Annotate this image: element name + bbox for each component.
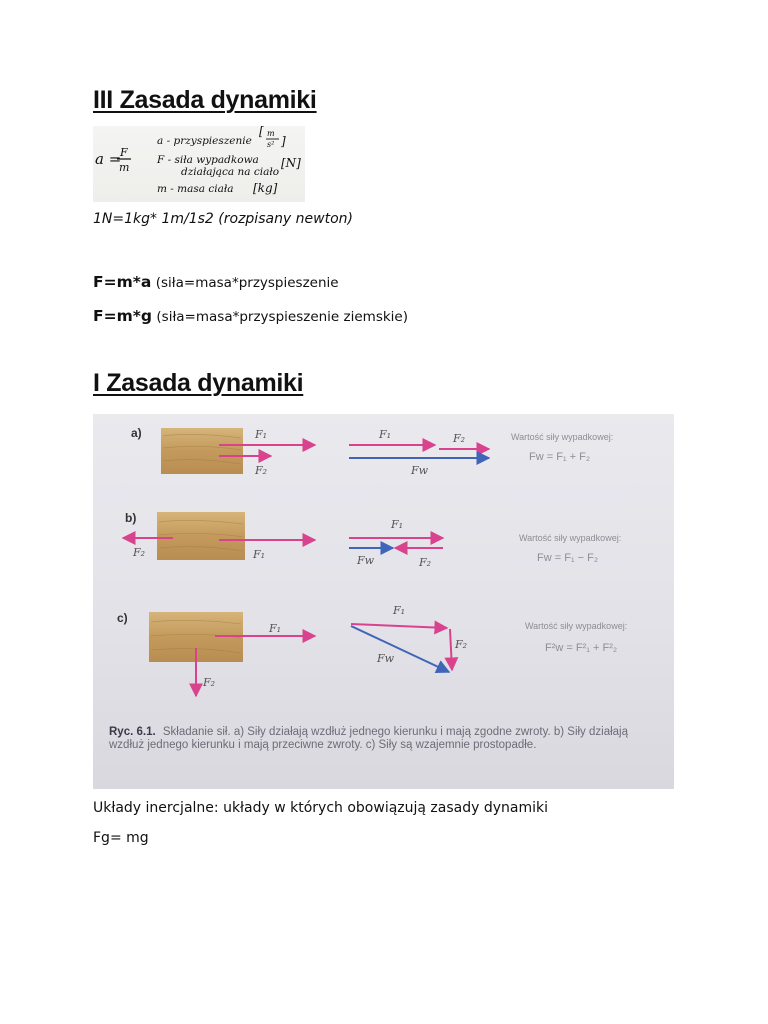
resultant-title-c: Wartość siły wypadkowej: bbox=[525, 621, 628, 631]
resultant-eq-c: F²w = F²₁ + F²₂ bbox=[545, 642, 618, 654]
hw-line-f2: działająca na ciało bbox=[181, 166, 280, 178]
label-f2-sum-b: F₂ bbox=[419, 556, 432, 569]
label-f2-c: F₂ bbox=[203, 676, 216, 689]
label-f2-a: F₂ bbox=[255, 464, 268, 477]
formula-note: (siła=masa*przyspieszenie bbox=[155, 275, 339, 291]
svg-text:]: ] bbox=[281, 134, 286, 148]
newton-definition: 1N=1kg* 1m/1s2 (rozpisany newton) bbox=[93, 211, 353, 227]
arrow-f1-tri bbox=[351, 624, 447, 628]
label-f2-b: F₂ bbox=[133, 546, 146, 559]
formula-note: (siła=masa*przyspieszenie ziemskie) bbox=[156, 309, 408, 325]
formula-main: F=m*a bbox=[93, 273, 152, 291]
part-label-a: a) bbox=[131, 426, 142, 440]
label-f2-sum-a: F₂ bbox=[453, 432, 466, 445]
hw-line-a: a - przyspieszenie bbox=[157, 135, 252, 147]
label-fw-b: Fw bbox=[357, 554, 375, 567]
caption-text-1: Składanie sił. a) Siły działają wzdłuż jednego kierunku i mają zgodne zwroty. b) Siły działają bbox=[162, 726, 629, 738]
formula-f-mg bbox=[93, 307, 408, 325]
force-composition-figure bbox=[93, 414, 674, 789]
gravity-formula: Fg= mg bbox=[93, 830, 149, 846]
hw-unit-f: [N] bbox=[281, 156, 301, 170]
label-fw-tri: Fw bbox=[377, 652, 395, 665]
label-f1-b: F₁ bbox=[253, 548, 266, 561]
label-f1-sum-a: F₁ bbox=[379, 428, 392, 441]
part-label-b: b) bbox=[125, 511, 137, 525]
label-f1-a: F₁ bbox=[255, 428, 268, 441]
hw-unit-m: [kg] bbox=[253, 181, 278, 195]
part-label-c: c) bbox=[117, 611, 128, 625]
hw-formula-a: a = bbox=[95, 150, 122, 168]
resultant-title-b: Wartość siły wypadkowej: bbox=[519, 533, 622, 543]
figure-caption-line2: wzdłuż jednego kierunku i mają przeciwne zwroty. c) Siły są wzajemnie prostopadłe. bbox=[109, 739, 537, 751]
label-f1-c: F₁ bbox=[269, 622, 282, 635]
arrow-fw-tri bbox=[351, 626, 449, 672]
label-f1-tri: F₁ bbox=[393, 604, 406, 617]
heading-third-law: III Zasada dynamiki bbox=[93, 86, 317, 114]
formula-f-ma bbox=[93, 273, 339, 291]
arrow-f2-tri bbox=[450, 629, 452, 670]
inertial-frames-definition: Układy inercjalne: układy w których obowiązują zasady dynamiki bbox=[93, 800, 548, 816]
label-fw-a: Fw bbox=[411, 464, 429, 477]
caption-bold: Ryc. 6.1. bbox=[109, 726, 156, 738]
resultant-title-a: Wartość siły wypadkowej: bbox=[511, 432, 614, 442]
label-f1-sum-b: F₁ bbox=[391, 518, 404, 531]
hw-line-m: m - masa ciała bbox=[157, 183, 234, 195]
heading-first-law: I Zasada dynamiki bbox=[93, 369, 304, 397]
hw-unit-a-num: m bbox=[267, 129, 275, 138]
formula-main: F=m*g bbox=[93, 307, 152, 325]
figure-caption-line1 bbox=[109, 726, 629, 738]
hw-unit-a-den: s² bbox=[267, 140, 275, 149]
hw-formula-den: m bbox=[119, 161, 130, 174]
svg-text:[: [ bbox=[259, 126, 264, 138]
resultant-eq-a: Fw = F₁ + F₂ bbox=[529, 451, 591, 463]
label-f2-tri: F₂ bbox=[455, 638, 468, 651]
resultant-eq-b: Fw = F₁ − F₂ bbox=[537, 552, 599, 564]
handwritten-note-image bbox=[93, 126, 305, 202]
wood-block-b bbox=[157, 512, 245, 560]
hw-formula-num: F bbox=[120, 146, 128, 159]
hw-line-f1: F - siła wypadkowa bbox=[157, 154, 259, 166]
